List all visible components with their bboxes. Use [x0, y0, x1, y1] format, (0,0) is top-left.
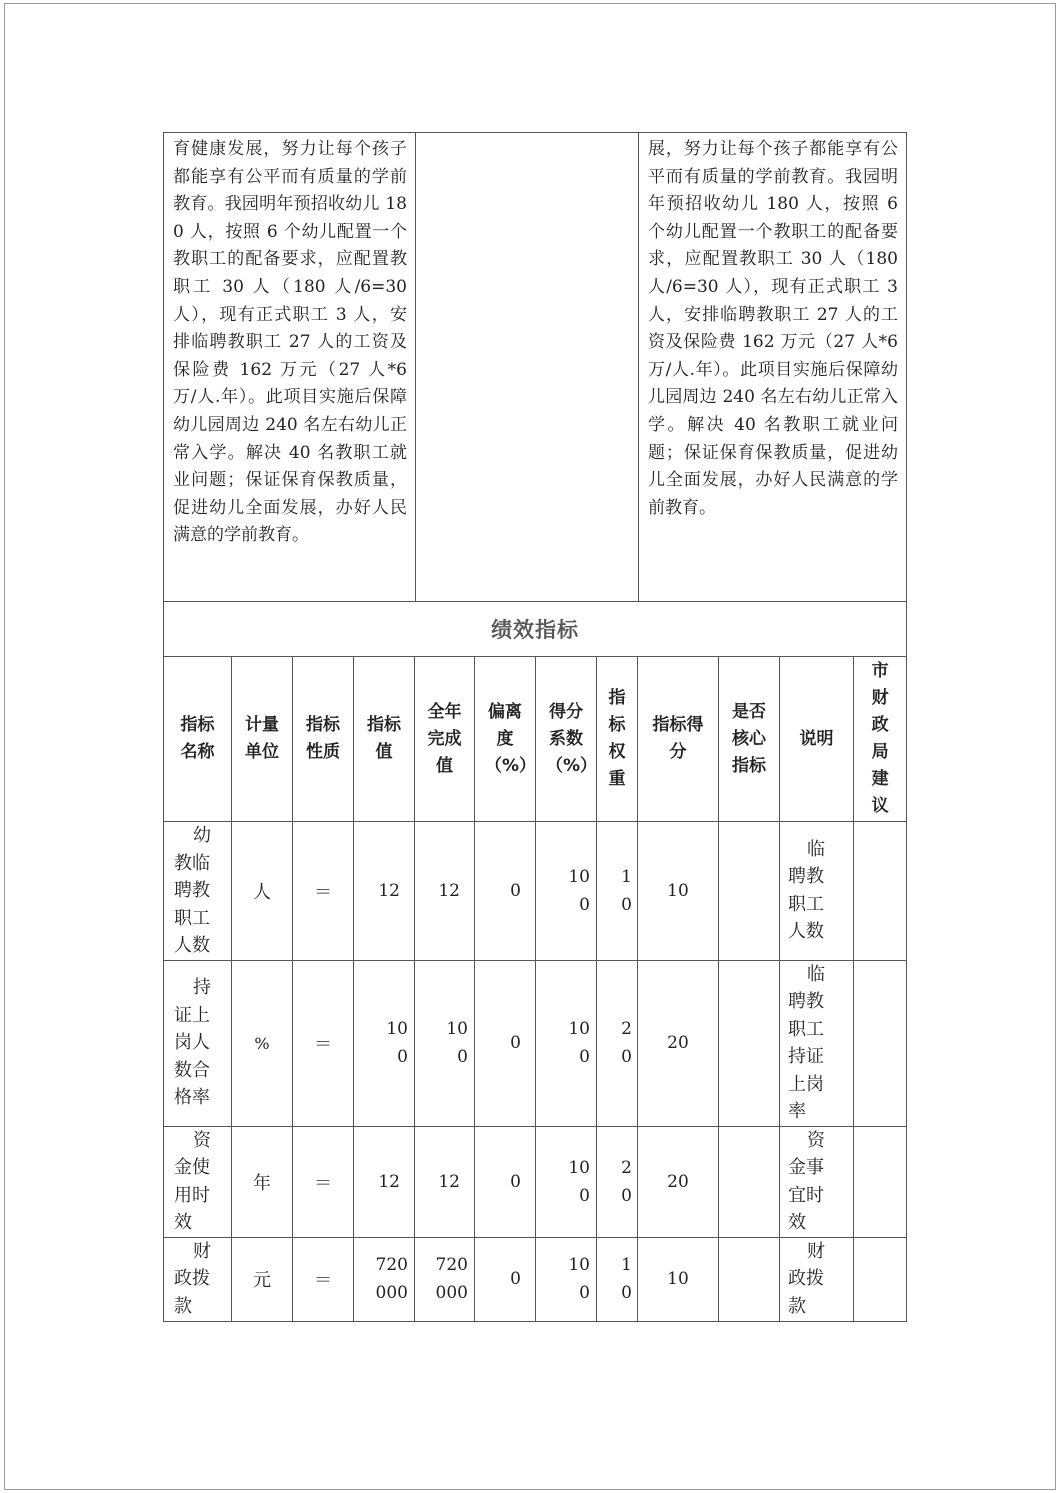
- row-weight: 10: [597, 1237, 638, 1321]
- row-advice: [854, 822, 907, 961]
- header-target: 指标值: [354, 657, 415, 822]
- row-name: 财政拨款: [164, 1237, 232, 1321]
- row-note: 资金事宜时效: [780, 1126, 854, 1237]
- row-score: 20: [638, 1126, 719, 1237]
- row-weight: 20: [597, 960, 638, 1126]
- header-score: 指标得分: [638, 657, 719, 822]
- section-title: 绩效指标: [164, 602, 907, 657]
- row-advice: [854, 1126, 907, 1237]
- header-core: 是否核心指标: [719, 657, 780, 822]
- intro-left-cell: [164, 133, 416, 602]
- row-core: [719, 960, 780, 1126]
- row-actual: 100: [415, 960, 475, 1126]
- intro-middle-text: [416, 133, 638, 136]
- row-core: [719, 1237, 780, 1321]
- header-coef: 得分系数（%）: [536, 657, 597, 822]
- row-core: [719, 822, 780, 961]
- row-coef: 100: [536, 1126, 597, 1237]
- row-note: 临聘教职工持证上岗率: [780, 960, 854, 1126]
- row-name: 持证上岗人数合格率: [164, 960, 232, 1126]
- row-target: 100: [354, 960, 415, 1126]
- row-target: 12: [354, 1126, 415, 1237]
- row-actual: 12: [415, 1126, 475, 1237]
- header-note: 说明: [780, 657, 854, 822]
- row-weight: 10: [597, 822, 638, 961]
- row-nature: ＝: [293, 822, 354, 961]
- row-actual: 12: [415, 822, 475, 961]
- intro-middle-cell: [416, 133, 639, 602]
- row-unit: %: [232, 960, 293, 1126]
- header-row: [164, 657, 907, 822]
- row-advice: [854, 1237, 907, 1321]
- table-row: [164, 1237, 907, 1321]
- row-nature: ＝: [293, 960, 354, 1126]
- header-weight: 指标权重: [597, 657, 638, 822]
- row-deviation: 0: [475, 822, 536, 961]
- header-advice: 市财政局建议: [854, 657, 907, 822]
- row-coef: 100: [536, 1237, 597, 1321]
- row-score: 10: [638, 1237, 719, 1321]
- document-body: [163, 132, 906, 1322]
- row-actual: 720000: [415, 1237, 475, 1321]
- row-deviation: 0: [475, 960, 536, 1126]
- header-unit: 计量单位: [232, 657, 293, 822]
- intro-right-cell: [639, 133, 907, 602]
- row-unit: 年: [232, 1126, 293, 1237]
- row-coef: 100: [536, 960, 597, 1126]
- header-deviation: 偏离度（%）: [475, 657, 536, 822]
- row-unit: 人: [232, 822, 293, 961]
- row-note: 临聘教职工人数: [780, 822, 854, 961]
- row-name: 资金使用时效: [164, 1126, 232, 1237]
- row-note: 财政拨款: [780, 1237, 854, 1321]
- header-actual: 全年完成值: [415, 657, 475, 822]
- header-nature: 指标性质: [293, 657, 354, 822]
- row-weight: 20: [597, 1126, 638, 1237]
- table-row: [164, 1126, 907, 1237]
- intro-right-text: 展，努力让每个孩子都能享有公平而有质量的学前教育。我园明年预招收幼儿 180 人，按照 6 个幼儿配置一个教职工的配备要求，应配置教职工 30 人（180 人/6=30 人），现有正式职工 3 人，安排临聘教职工 27 人的工资及保险费 162 万元（27 人*6 万/人.年）。此项目实施后保障幼儿园周边 240 名左右幼儿正常入学。解决 40 名教职工就业问题；保证保育保教质量，促进幼儿全面发展，办好人民满意的学前教育。: [648, 139, 898, 518]
- intro-table: [163, 132, 907, 602]
- row-core: [719, 1126, 780, 1237]
- row-target: 12: [354, 822, 415, 961]
- row-score: 20: [638, 960, 719, 1126]
- intro-left-text: 育健康发展，努力让每个孩子都能享有公平而有质量的学前教育。我园明年预招收幼儿 180 人，按照 6 个幼儿配置一个教职工的配备要求，应配置教职工 30 人（180 人/6=30 人），现有正式职工 3 人，安排临聘教职工 27 人的工资及保险费 162 万元（27 人*6 万/人.年）。此项目实施后保障幼儿园周边 240 名左右幼儿正常入学。解决 40 名教职工就业问题；保证保育保教质量，促进幼儿全面发展，办好人民满意的学前教育。: [173, 139, 407, 546]
- row-nature: ＝: [293, 1126, 354, 1237]
- row-target: 720000: [354, 1237, 415, 1321]
- row-advice: [854, 960, 907, 1126]
- row-name: 幼教临聘教职工人数: [164, 822, 232, 961]
- row-nature: ＝: [293, 1237, 354, 1321]
- performance-table: [163, 602, 907, 1322]
- table-row: [164, 960, 907, 1126]
- row-score: 10: [638, 822, 719, 961]
- row-deviation: 0: [475, 1126, 536, 1237]
- header-name: 指标名称: [164, 657, 232, 822]
- row-deviation: 0: [475, 1237, 536, 1321]
- table-row: [164, 822, 907, 961]
- row-unit: 元: [232, 1237, 293, 1321]
- row-coef: 100: [536, 822, 597, 961]
